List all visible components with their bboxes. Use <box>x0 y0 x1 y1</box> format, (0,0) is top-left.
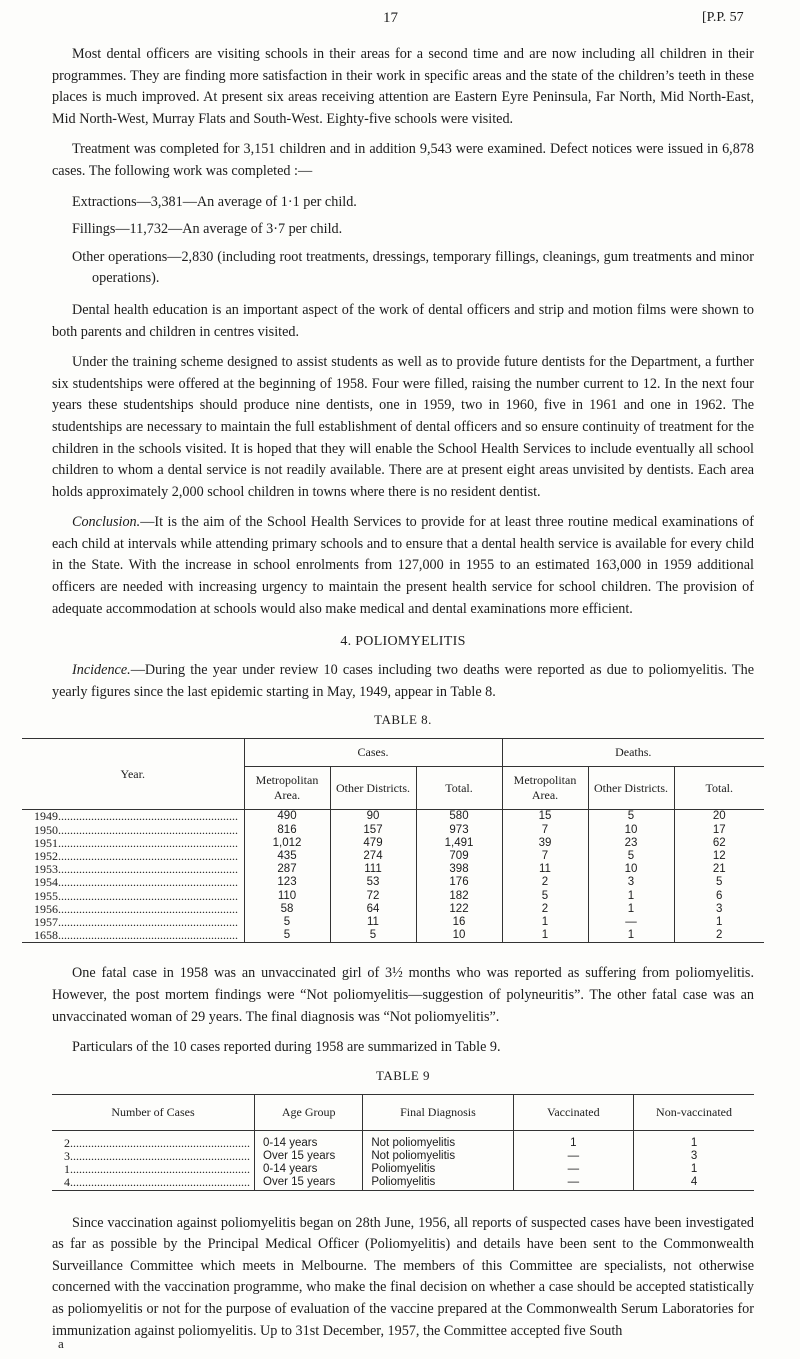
table8-row <box>22 929 764 943</box>
footer-signature-mark: a <box>58 1336 64 1351</box>
leader-dots: ............................................................ <box>58 876 238 890</box>
table9-cell: Not poliomyelitis <box>363 1150 513 1163</box>
body-text <box>34 44 754 1351</box>
paragraph-vaccination: Since vaccination against poliomyelitis began on 28th June, 1956, all reports of suspected cases have been investigated as far as possible by the Principal Medical Officer (Poliomyelitis) and details have been sent to the Commonwealth Surveillance Committee which meets in Melbourne. The members of this Committee are specialists, not otherwise concerned with the vaccination programme, who make the final decision on whether a case should be accepted statistically as poliomyelitis or not for the purpose of evaluation of the vaccine prepared at the Commonwealth Serum Laboratories for immunization against poliomyelitis. Up to 31st December, 1957, the Committee accepted five South <box>52 1214 754 1339</box>
table8-year: 1957 <box>34 916 58 930</box>
table9-cell: 4 <box>634 1176 754 1190</box>
table9-cell <box>52 1176 255 1190</box>
table8-cell: 816 <box>244 824 330 837</box>
table9-cell: 0-14 years <box>255 1163 363 1176</box>
table8-subheader: Other Districts. <box>588 767 674 810</box>
table8-cell: 274 <box>330 850 416 863</box>
table8-deaths-header: Deaths. <box>502 739 764 767</box>
table8-cell: 6 <box>674 890 764 903</box>
paper-reference: [P.P. 57 <box>702 10 744 25</box>
table8-caption: TABLE 8. <box>374 712 432 728</box>
table8-row <box>22 876 764 889</box>
table8-subheader: Total. <box>674 767 764 810</box>
table8-cell: 287 <box>244 863 330 876</box>
table8-cell: 11 <box>330 916 416 929</box>
table9-cell: — <box>513 1176 633 1190</box>
table8-cell: 1 <box>588 890 674 903</box>
item-other-operations: Other operations—2,830 (including root treatments, dressings, temporary fillings, cleanings, gum treatments and minor operations). <box>72 248 754 287</box>
table8-year-cell <box>22 837 244 850</box>
table9-header: Number of Cases <box>111 1104 195 1119</box>
conclusion-text: —It is the aim of the School Health Services to provide for at least three routine medical examinations of each child at intervals while attending primary schools and to ensure that a dental health service is available for every child in the State. With the increase in school enrolments from 127,000 in 1955 to an estimated 163,000 in 1959 additional officers are needed with increasing urgency to maintain the present health service for school children. The provision of adequate accommodation at schools would also make medical and dental examinations more efficient. <box>52 514 754 617</box>
item-fillings: Fillings—11,732—An average of 3·7 per child. <box>72 221 343 238</box>
table8-cell: 5 <box>674 876 764 889</box>
table8-cell: 2 <box>502 876 588 889</box>
leader-dots: ............................................................ <box>58 902 238 916</box>
table9-row <box>52 1163 754 1176</box>
conclusion-lead: Conclusion. <box>72 514 141 531</box>
leader-dots: ............................................................ <box>70 1135 250 1150</box>
leader-dots: ............................................................ <box>58 836 238 850</box>
table9-cell <box>52 1130 255 1150</box>
page-header <box>0 8 800 34</box>
table9-row <box>52 1130 754 1150</box>
table8-year-cell <box>22 824 244 837</box>
table8-cell: 5 <box>330 929 416 943</box>
table9-cell: Not poliomyelitis <box>363 1130 513 1150</box>
table8-subheader: Metropolitan Area. <box>244 767 330 810</box>
table8-subheader: Other Districts. <box>330 767 416 810</box>
table8-cell: 5 <box>244 916 330 929</box>
table8-row <box>22 916 764 929</box>
leader-dots: ............................................................ <box>58 916 238 930</box>
table8-row <box>22 890 764 903</box>
table8-year: 1956 <box>34 902 58 916</box>
table8-row <box>22 824 764 837</box>
table9-cell: 3 <box>634 1150 754 1163</box>
table8-group-header-row <box>22 739 764 767</box>
leader-dots: ............................................................ <box>58 929 238 943</box>
paragraph-fatal-cases: One fatal case in 1958 was an unvaccinated girl of 3½ months who was reported as suffering from poliomyelitis. However, the post mortem findings were “Not poliomyelitis—suggestion of polyneuritis”. The other fatal case was an unvaccinated woman of 29 years. The final diagnosis was “Not poliomyelitis”. <box>52 965 754 1025</box>
table8-year: 1953 <box>34 863 58 877</box>
table8-cell: 110 <box>244 890 330 903</box>
table9-header: Age Group <box>255 1094 363 1130</box>
section-heading-poliomyelitis: 4. POLIOMYELITIS <box>340 634 466 650</box>
incidence-text: —During the year under review 10 cases including two deaths were reported as due to poliomyelitis. The yearly figures since the last epidemic starting in May, 1949, appear in Table 8. <box>52 662 754 700</box>
table8-year: 1950 <box>34 823 58 837</box>
table8-cell: 3 <box>588 876 674 889</box>
table8-cell: 1,012 <box>244 837 330 850</box>
table8-cell: 709 <box>416 850 502 863</box>
table8-cell: 1 <box>588 929 674 943</box>
table8-cell: 23 <box>588 837 674 850</box>
table8-year: 1658 <box>34 929 58 943</box>
table8-cell: 1 <box>502 916 588 929</box>
table8-year-cell <box>22 890 244 903</box>
table9-cell <box>52 1150 255 1163</box>
leader-dots: ............................................................ <box>58 823 238 837</box>
table8-cell: 182 <box>416 890 502 903</box>
table8-year: 1951 <box>34 836 58 850</box>
table9-header: Vaccinated <box>513 1094 633 1130</box>
table8-year: 1949 <box>34 809 58 824</box>
table8-year-cell <box>22 929 244 943</box>
table8-cell: 7 <box>502 850 588 863</box>
incidence-lead: Incidence. <box>72 662 131 679</box>
paragraph-conclusion <box>52 512 754 620</box>
table9-cell: 1 <box>634 1163 754 1176</box>
leader-dots: ............................................................ <box>70 1150 250 1164</box>
table8-subheader: Total. <box>416 767 502 810</box>
table9-caption: TABLE 9 <box>375 1067 431 1083</box>
table8-cell: 5 <box>502 890 588 903</box>
table9-cell: 1 <box>513 1130 633 1150</box>
table9-cell <box>52 1163 255 1176</box>
table8-body <box>22 810 764 943</box>
leader-dots: ............................................................ <box>58 809 238 824</box>
table8-cell: 12 <box>674 850 764 863</box>
table8-cell: 39 <box>502 837 588 850</box>
leader-dots: ............................................................ <box>58 850 238 864</box>
table9-number: 3 <box>64 1150 70 1164</box>
table8-cases-header: Cases. <box>244 739 502 767</box>
table8-cell: 5 <box>588 810 674 824</box>
table8-row <box>22 810 764 824</box>
paragraph-dental-education: Dental health education is an important aspect of the work of dental officers and strip and motion films were shown to both parents and children in centres visited. <box>52 301 754 340</box>
table9-header-row <box>52 1094 754 1130</box>
table8-cell: 1 <box>674 916 764 929</box>
table8-cell: 64 <box>330 903 416 916</box>
item-extractions: Extractions—3,381—An average of 1·1 per child. <box>72 193 357 210</box>
table8-cell: 10 <box>416 929 502 943</box>
paragraph-dental-visits: Most dental officers are visiting schools in their areas for a second time and are now including all children in their programmes. They are finding more satisfaction in their work in specific areas and the state of the children’s teeth in these places is much improved. At present six areas receiving attention are Eastern Eyre Peninsula, Far North, Mid North-East, Mid North-West, Murray Flats and South-West. Eighty-five schools were visited. <box>52 46 754 127</box>
table8-cell: 1,491 <box>416 837 502 850</box>
table9-cell: 1 <box>634 1130 754 1150</box>
table8 <box>22 738 764 943</box>
table8-cell: 490 <box>244 810 330 824</box>
table8-cell: 973 <box>416 824 502 837</box>
table8-year-cell <box>22 810 244 824</box>
table9-body <box>52 1130 754 1190</box>
table8-cell: 11 <box>502 863 588 876</box>
table8-cell: 123 <box>244 876 330 889</box>
table8-cell: 58 <box>244 903 330 916</box>
table8-year: 1955 <box>34 889 58 903</box>
table8-cell: — <box>588 916 674 929</box>
table8-row <box>22 850 764 863</box>
table8-cell: 16 <box>416 916 502 929</box>
table8-cell: 2 <box>502 903 588 916</box>
table9-number: 1 <box>64 1163 70 1177</box>
table8-cell: 21 <box>674 863 764 876</box>
leader-dots: ............................................................ <box>70 1176 250 1190</box>
table8-cell: 15 <box>502 810 588 824</box>
table8-year: 1952 <box>34 850 58 864</box>
table8-year-cell <box>22 863 244 876</box>
paragraph-particulars: Particulars of the 10 cases reported during 1958 are summarized in Table 9. <box>72 1039 501 1056</box>
table8-cell: 53 <box>330 876 416 889</box>
table8-year-header: Year. <box>120 766 145 781</box>
table8-cell: 111 <box>330 863 416 876</box>
table8-year-cell <box>22 903 244 916</box>
table8-cell: 20 <box>674 810 764 824</box>
table9-cell: — <box>513 1163 633 1176</box>
table8-subheader: Metropolitan Area. <box>502 767 588 810</box>
table8-cell: 435 <box>244 850 330 863</box>
table8-cell: 2 <box>674 929 764 943</box>
table8-row <box>22 863 764 876</box>
table9-header: Non-vaccinated <box>634 1094 754 1130</box>
table9-cell: Poliomyelitis <box>363 1163 513 1176</box>
table8-cell: 7 <box>502 824 588 837</box>
table8-cell: 398 <box>416 863 502 876</box>
table9-number: 2 <box>64 1135 70 1150</box>
table9-cell: 0-14 years <box>255 1130 363 1150</box>
table8-cell: 62 <box>674 837 764 850</box>
table8-cell: 10 <box>588 824 674 837</box>
paragraph-treatment: Treatment was completed for 3,151 children and in addition 9,543 were examined. Defect notices were issued in 6,878 cases. The following work was completed :— <box>52 141 754 179</box>
paragraph-studentships: Under the training scheme designed to assist students as well as to provide future dentists for the Department, a further six studentships were offered at the beginning of 1958. Four were filled, raising the number current to 12. In the next four years these studentships should produce nine dentists, one in 1959, two in 1960, five in 1961 and one in 1962. The studentships are necessary to maintain the full establishment of dental officers and so ensure continuity of treatment for the children in the schools visited. It is hoped that they will enable the School Health Services to include eventually all school children to whom a dental service is not readily available. There are at present eight areas unvisited by dentists. Each area holds approximately 2,000 school children in towns where there is no resident dentist. <box>52 354 754 500</box>
table8-year: 1954 <box>34 876 58 890</box>
page-number: 17 <box>383 10 398 26</box>
table9-cell: — <box>513 1150 633 1163</box>
paragraph-incidence <box>52 660 754 703</box>
table9-row <box>52 1176 754 1190</box>
table9-cell: Poliomyelitis <box>363 1176 513 1190</box>
table8-cell: 3 <box>674 903 764 916</box>
table8-cell: 157 <box>330 824 416 837</box>
table8-row <box>22 837 764 850</box>
table8-cell: 1 <box>502 929 588 943</box>
table8-cell: 10 <box>588 863 674 876</box>
leader-dots: ............................................................ <box>70 1163 250 1177</box>
table8-cell: 479 <box>330 837 416 850</box>
table8-cell: 5 <box>588 850 674 863</box>
table9-cell: Over 15 years <box>255 1150 363 1163</box>
table8-cell: 90 <box>330 810 416 824</box>
table8-cell: 72 <box>330 890 416 903</box>
table8-year-cell <box>22 916 244 929</box>
table9-row <box>52 1150 754 1163</box>
table8-cell: 580 <box>416 810 502 824</box>
table8-cell: 122 <box>416 903 502 916</box>
table9 <box>52 1094 754 1191</box>
leader-dots: ............................................................ <box>58 863 238 877</box>
table8-row <box>22 903 764 916</box>
table8-cell: 17 <box>674 824 764 837</box>
leader-dots: ............................................................ <box>58 889 238 903</box>
table9-header: Final Diagnosis <box>363 1094 513 1130</box>
table8-cell: 5 <box>244 929 330 943</box>
table9-cell: Over 15 years <box>255 1176 363 1190</box>
table8-cell: 1 <box>588 903 674 916</box>
table8-year-cell <box>22 850 244 863</box>
table8-year-cell <box>22 876 244 889</box>
table9-number: 4 <box>64 1176 70 1190</box>
table8-cell: 176 <box>416 876 502 889</box>
